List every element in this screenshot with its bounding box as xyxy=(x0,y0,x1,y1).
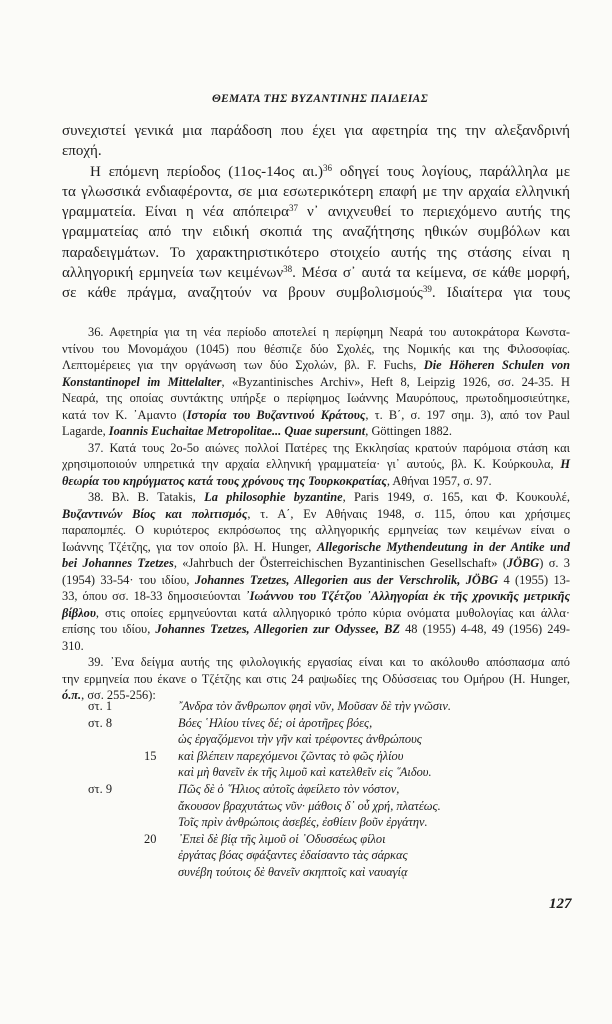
text-segment: Η επόμενη περίοδος (11ος-14ος αι.) xyxy=(90,163,324,180)
text-line xyxy=(62,605,570,622)
text-line xyxy=(62,324,570,341)
text-segment: Λεπτομέρειες για την οργάνωση των δύο Σχολών, βλ. F. Fuchs, xyxy=(62,358,424,372)
italic-title: JÖBG xyxy=(506,556,540,570)
text-segment: , τ. Β΄, σ. 197 σημ. 3), από τον Paul xyxy=(365,407,570,422)
text-segment: γραμματείας από την ειδική σκοπιά της αναζήτησης ηθικών συμβόλων και xyxy=(62,224,570,241)
italic-title: ό.π. xyxy=(62,688,82,702)
text-segment: , Αθήναι 1957, σ. 97. xyxy=(386,473,492,488)
text-line xyxy=(62,555,570,572)
text-line xyxy=(62,638,570,655)
verse-label: στ. 9 xyxy=(88,781,113,796)
verse-line xyxy=(62,864,570,881)
text-line xyxy=(62,390,570,407)
verse-text: συνέβη τούτοις δὲ θανεῖν σκηπτοῖς καὶ ναυαγίᾳ xyxy=(178,864,408,879)
text-line xyxy=(62,407,570,424)
text-line xyxy=(62,456,570,473)
italic-title: θεωρία του κηρύγματος κατά τους χρόνους της Τουρκοκρατίας xyxy=(62,473,387,488)
verse-text: ὡς ἐργαζόμενοι τὴν γῆν καὶ τρέφοντες ἀνθρώπους xyxy=(178,732,422,747)
text-segment: γραμματεία. Είναι η νέα απόπειρα xyxy=(62,204,289,221)
verse-line xyxy=(62,731,570,748)
italic-title: Βυζαντινών Βίος και πολιτισμός xyxy=(62,506,248,521)
verse-line xyxy=(62,715,570,732)
verse-text: Βόες ῾Ηλίου τίνες δέ; οἱ ἀροτῆρες βόες, xyxy=(178,715,373,730)
text-segment: , «Jahrbuch der Österreichischen Byzantinischen Gesellschaft» ( xyxy=(173,556,507,570)
text-line xyxy=(62,588,570,605)
verse-line xyxy=(62,814,570,831)
verse-line xyxy=(62,748,570,765)
text-segment: , «Byzantinisches Archiv», Heft 8, Leipzig 1926, σσ. 24-35. Η xyxy=(221,374,570,389)
verse-number: 15 xyxy=(144,748,157,763)
text-segment: εποχή. xyxy=(62,143,102,160)
text-segment: ) σ. 3 xyxy=(539,556,571,570)
text-segment: την ερμηνεία που έκανε ο Τζέτζης και στις 24 ραψωδίες της Οδύσσειας του Ομήρου (H. Hunger, xyxy=(62,671,570,686)
verse-text: ῎Ανδρα τὸν ἄνθρωπον φησὶ νῦν, Μοῦσαν δὲ τὴν γνῶσιν. xyxy=(178,699,451,713)
verse-text: Τοῖς πρὶν ἀνθρώποις ἀσεβές, ἐσθίειν βοῦν ἐργάτην. xyxy=(178,815,428,830)
verse-quotation xyxy=(62,698,570,881)
text-segment: τα γλωσσικά ενδιαφέροντα, σε μια εσωτερικότερη επαφή με την αρχαία ελληνική xyxy=(62,183,570,200)
footnote-reference: 38 xyxy=(283,264,293,275)
text-segment: Νεαρά, της οποίας συντάκτης υπήρξε ο περίφημος Ιωάννης Μαυρόπους, πρωτοδημοσιεύτηκε, xyxy=(62,391,570,405)
text-segment: 33, όπου σσ. 18-33 δημοσιεύονται xyxy=(62,589,246,603)
text-line xyxy=(62,141,570,161)
text-line xyxy=(62,522,570,539)
text-segment: ν᾽ ανιχνευθεί το περιεχόμενο αυτής της xyxy=(297,204,570,221)
italic-title: Η xyxy=(560,457,570,471)
text-segment: συνεχιστεί γενικά μια παράδοση που έχει για αφετηρία της την αλεξανδρινή xyxy=(62,123,570,139)
text-line xyxy=(62,539,570,556)
text-segment: 36. Αφετηρία για τη νέα περίοδο αποτελεί η περίφημη Νεαρά του αυτοκράτορα Κωνστα- xyxy=(88,325,570,339)
footnote-reference: 37 xyxy=(288,203,298,214)
text-line xyxy=(62,572,570,589)
page-number: 127 xyxy=(549,896,572,912)
text-segment: 48 (1955) 4-48, 49 (1956) 249- xyxy=(400,622,570,636)
italic-title: ᾽Ιωάννου του Τζέτζου ᾽Αλληγορίαι ἐκ τῆς χρονικῆς μετρικῆς xyxy=(245,589,571,603)
text-segment: , τ. Α΄, Εν Αθήναις 1948, σ. 115, όπου και χρήσιμες xyxy=(247,506,571,521)
footnotes xyxy=(62,324,570,704)
text-segment: ντίνου του Μονομάχου (1045) που θέσπιζε δύο Σχολές, της Νομικής και της Φιλοσοφίας. xyxy=(62,341,570,356)
verse-line xyxy=(62,781,570,798)
footnote-reference: 39 xyxy=(422,284,432,295)
text-segment: παραδειγμάτων. Το χαρακτηριστικότερο στοιχείο αυτής της στάσης είναι η xyxy=(62,244,570,261)
verse-label: στ. 1 xyxy=(88,699,113,713)
text-segment: οδηγεί τους λογίους, παράλληλα με xyxy=(332,163,571,180)
running-header: ΘΕΜΑΤΑ ΤΗΣ ΒΥΖΑΝΤΙΝΗΣ ΠΑΙΔΕΙΑΣ xyxy=(211,93,429,105)
main-text xyxy=(62,121,570,304)
text-line xyxy=(62,621,570,638)
text-segment: 38. Βλ. Β. Tatakis, xyxy=(88,490,205,504)
text-segment: επίσης του ιδίου, xyxy=(62,622,156,636)
verse-line xyxy=(62,831,570,848)
text-line xyxy=(62,121,570,141)
verse-label: στ. 8 xyxy=(88,715,113,730)
text-line xyxy=(62,506,570,523)
text-segment: , Göttingen 1882. xyxy=(365,424,452,438)
text-segment: παραπομπές. Ο κυριότερος εκπρόσωπος της αλληγορικής ερμηνείας των κειμένων είναι ο xyxy=(62,523,570,537)
text-line xyxy=(62,489,570,506)
text-line xyxy=(62,374,570,391)
verse-text: καὶ μὴ θανεῖν ἐκ τῆς λιμοῦ καὶ κατελθεῖν εἰς ῞Αιδου. xyxy=(178,765,432,780)
italic-title: bei Johannes Tzetzes xyxy=(62,556,174,570)
verse-text: ᾽Επεὶ δὲ βίᾳ τῆς λιμοῦ οἱ ᾽Οδυσσέως φίλοι xyxy=(178,831,386,846)
text-segment: 310. xyxy=(62,638,84,653)
italic-title: Johannes Tzetzes, Allegorien zur Odyssee, BZ xyxy=(155,622,401,636)
footnote-reference: 36 xyxy=(323,162,333,173)
verse-text: ἐργάτας βόας σφάξαντες ἐδαίσαντο τὰς σάρκας xyxy=(178,848,408,863)
verse-text: ἄκουσον βραχυτάτως νῦν· μάθοις δ᾽ οὗ χρή, πλατέως. xyxy=(178,798,441,813)
verse-line xyxy=(62,847,570,864)
italic-title: Die Höheren Schulen von xyxy=(423,358,571,372)
text-line xyxy=(62,202,570,222)
text-line xyxy=(62,182,570,202)
text-segment: , στις οποίες ερμηνεύονται κατά αλληγορικό τρόπο κύρια ονόματα μυθολογίας και άλλα· xyxy=(95,605,570,620)
text-segment: , Paris 1949, σ. 165, και Φ. Κουκουλέ, xyxy=(342,490,570,504)
text-line xyxy=(62,283,570,303)
text-line xyxy=(62,222,570,242)
text-segment: αλληγορική ερμηνεία των κειμένων xyxy=(62,265,284,282)
text-line xyxy=(62,357,570,374)
italic-title: Ioannis Euchaitae Metropolitae... Quae supersunt xyxy=(108,424,366,438)
italic-title: βίβλου xyxy=(62,605,96,620)
verse-line xyxy=(62,698,570,715)
text-line xyxy=(62,243,570,263)
italic-title: Johannes Tzetzes, Allegorien aus der Verschrolik, JÖBG xyxy=(194,572,499,587)
italic-title: Ιστορία του Βυζαντινού Κράτους xyxy=(186,407,366,422)
text-line xyxy=(62,473,570,490)
text-segment: . Ιδιαίτερα για τους xyxy=(431,285,570,302)
text-segment: κατά τον Κ. ᾽Αμαντο ( xyxy=(62,407,187,422)
text-line xyxy=(62,654,570,671)
text-line xyxy=(62,440,570,457)
text-line xyxy=(62,671,570,688)
text-segment: Ιωάννης Τζέτζης, για τον οποίο βλ. H. Hunger, xyxy=(62,539,317,554)
text-segment: 4 (1955) 13- xyxy=(498,572,570,587)
text-line xyxy=(62,263,570,283)
text-segment: σε κάθε πράγμα, αναζητούν να βρουν συμβολισμούς xyxy=(62,285,423,302)
text-segment: 37. Κατά τους 2ο-5ο αιώνες πολλοί Πατέρες της Εκκλησίας κρατούν παρόμοια στάση και xyxy=(88,440,570,455)
text-line xyxy=(62,162,570,182)
text-line xyxy=(62,341,570,358)
text-segment: χρησιμοποιούν υπηρετικά την αρχαία ελληνική γραμματεία· γι᾽ αυτούς, βλ. Κ. Κούρκουλα, xyxy=(62,457,561,471)
text-segment: . Μέσα σ᾽ αυτά τα κείμενα, σε κάθε μορφή, xyxy=(292,265,571,282)
italic-title: Konstantinopel im Mittelalter xyxy=(62,374,222,389)
text-segment: Lagarde, xyxy=(62,424,109,438)
italic-title: Allegorische Mythendeutung in der Antike und xyxy=(316,539,570,554)
verse-line xyxy=(62,764,570,781)
text-segment: 39. ᾽Ενα δείγμα αυτής της φιλολογικής εργασίας είναι και το ακόλουθο απόσπασμα από xyxy=(88,655,570,669)
text-segment: , σσ. 255-256): xyxy=(81,688,156,702)
verse-text: Πῶς δὲ ὁ ῞Ηλιος αὐτοῖς ἀφείλετο τὸν νόστον, xyxy=(178,781,400,796)
verse-text: καὶ βλέπειν παρεχόμενοι ζῶντας τὸ φῶς ἡλίου xyxy=(178,748,404,763)
italic-title: La philosophie byzantine xyxy=(204,490,343,504)
text-segment: (1954) 33-54· του ιδίου, xyxy=(62,572,195,587)
verse-line xyxy=(62,798,570,815)
text-line xyxy=(62,423,570,440)
verse-number: 20 xyxy=(144,831,157,846)
